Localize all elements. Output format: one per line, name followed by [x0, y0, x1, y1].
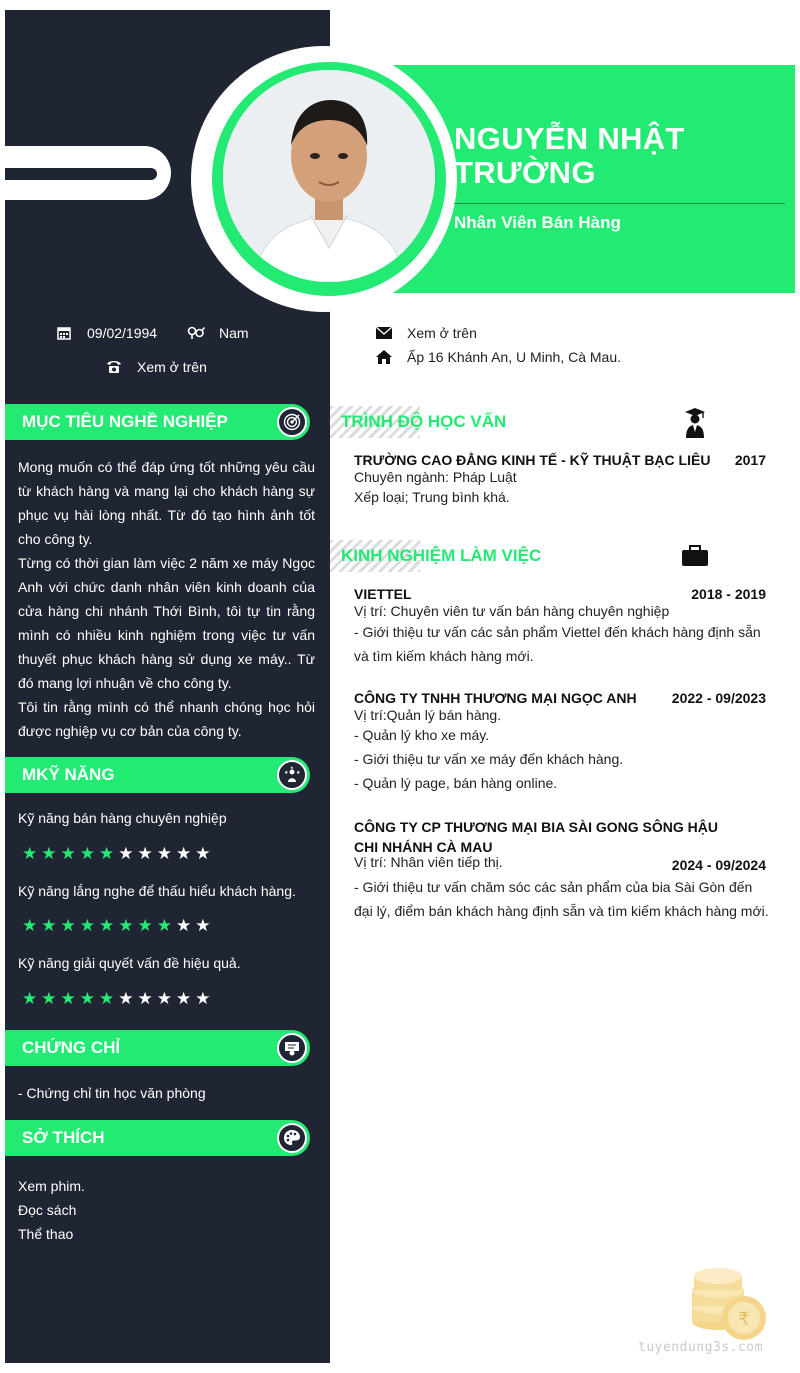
candidate-name: NGUYỄN NHẬT TRƯỜNG [454, 121, 685, 190]
star-filled-icon: ★ [60, 989, 76, 1008]
objective-text [18, 455, 315, 743]
graduate-icon [680, 404, 710, 440]
education-school: TRƯỜNG CAO ĐẲNG KINH TẾ - KỸ THUẬT BẠC LIÊU [354, 452, 711, 468]
skill-name: Kỹ năng lắng nghe để thấu hiểu khách hàng. [18, 883, 296, 899]
star-filled-icon: ★ [41, 989, 57, 1008]
email-row [375, 325, 477, 341]
star-filled-icon: ★ [22, 989, 38, 1008]
star-filled-icon: ★ [22, 916, 38, 935]
certificates-header [5, 1030, 310, 1066]
star-filled-icon: ★ [60, 916, 76, 935]
gender-icon [187, 325, 205, 341]
skills-title: MKỸ NĂNG [22, 765, 115, 784]
job-period: 2024 - 09/2024 [671, 857, 766, 873]
certificate-icon [277, 1033, 307, 1063]
star-empty-icon: ★ [118, 844, 134, 863]
objective-paragraph: Mong muốn có thể đáp ứng tốt những yêu cầu từ khách hàng và mang lại cho khách hàng sự phục vụ hài lòng nhất. Từ đó tạo hình ảnh tốt cho công ty. [18, 459, 315, 547]
address-row [375, 349, 621, 365]
education-grade: Xếp loại; Trung bình khá. [354, 489, 510, 505]
certificate-item: - Chứng chỉ tin học văn phòng [18, 1085, 206, 1101]
gender-value: Nam [219, 325, 249, 341]
home-icon [375, 349, 393, 365]
svg-text:★: ★ [284, 770, 289, 776]
education-year: 2017 [734, 452, 766, 468]
job-position: Vị trí:Quản lý bán hàng. [354, 707, 502, 723]
star-empty-icon: ★ [156, 989, 172, 1008]
job-company: CÔNG TY CP THƯƠNG MẠI BIA SÀI GONG SÔNG HẬU CHI NHÁNH CÀ MAU [354, 819, 718, 855]
watermark: tuyendung3s.com [638, 1340, 763, 1355]
gender-row [187, 325, 249, 341]
skill-rating [22, 990, 211, 1008]
objective-title: MỤC TIÊU NGHỀ NGHIỆP [22, 412, 228, 431]
hobby-item: Thể thao [18, 1226, 74, 1242]
star-empty-icon: ★ [195, 844, 211, 863]
star-empty-icon: ★ [176, 989, 192, 1008]
star-filled-icon: ★ [156, 916, 172, 935]
phone-row [105, 359, 207, 375]
experience-title: KINH NGHIỆM LÀM VIỆC [341, 546, 542, 565]
star-empty-icon: ★ [137, 844, 153, 863]
objective-paragraph: Từng có thời gian làm việc 2 năm xe máy Ngọc Anh với chức danh nhân viên kinh doanh của cửa hàng chi nhánh Thới Bình, tôi tự tin rằng mình có nhiều kinh nghiệm trong việc tư vấn thuyết phục khách hàng sử dụng xe máy.. Từ đó mang lợi nhuận về cho công ty. [18, 555, 315, 691]
job-title: Nhân Viên Bán Hàng [454, 213, 621, 232]
hobbies-list [18, 1174, 85, 1246]
job-detail-item: - Giới thiệu tư vấn chăm sóc các sản phẩm của bia Sài Gòn đến đại lý, điểm bán khách hàng định sẵn và tìm kiếm khách hàng mới. [354, 879, 769, 919]
star-empty-icon: ★ [195, 989, 211, 1008]
star-empty-icon: ★ [195, 916, 211, 935]
job-detail-item: - Giới thiệu tư vấn các sản phẩm Viettel đến khách hàng định sẵn và tìm kiếm khách hàng mới. [354, 624, 761, 664]
job-detail-item: - Giới thiệu tư vấn xe máy đến khách hàng. [354, 751, 624, 767]
name-divider [454, 203, 785, 204]
phone-icon [105, 359, 123, 375]
star-filled-icon: ★ [99, 989, 115, 1008]
hobbies-title: SỞ THÍCH [22, 1128, 105, 1147]
coins-logo [686, 1262, 776, 1342]
certificates-title: CHỨNG CHỈ [22, 1038, 121, 1057]
svg-text:₹: ₹ [738, 1309, 750, 1330]
star-filled-icon: ★ [79, 844, 95, 863]
calendar-icon [55, 325, 73, 341]
hobby-item: Đọc sách [18, 1202, 77, 1218]
svg-text:★: ★ [290, 766, 294, 770]
svg-text:★: ★ [296, 770, 301, 776]
star-filled-icon: ★ [99, 844, 115, 863]
job-company: VIETTEL [354, 586, 412, 602]
skills-icon [277, 760, 307, 790]
job-detail-item: - Quản lý page, bán hàng online. [354, 775, 558, 791]
job-period: 2022 - 09/2023 [671, 690, 766, 706]
skill-rating [22, 917, 211, 935]
email-value: Xem ở trên [407, 325, 477, 341]
address-value: Ấp 16 Khánh An, U Minh, Cà Mau. [407, 349, 622, 365]
skill-rating [22, 845, 211, 863]
star-empty-icon: ★ [176, 844, 192, 863]
skills-header [5, 757, 310, 793]
star-filled-icon: ★ [118, 916, 134, 935]
education-title: TRÌNH ĐỘ HỌC VẤN [341, 412, 507, 431]
job-company: CÔNG TY TNHH THƯƠNG MẠI NGỌC ANH [354, 690, 637, 706]
education-major: Chuyên ngành: Pháp Luật [354, 469, 517, 485]
avatar [223, 70, 435, 282]
birthday-row [55, 325, 157, 341]
header-decor-bar [5, 168, 157, 180]
star-filled-icon: ★ [137, 916, 153, 935]
star-filled-icon: ★ [79, 989, 95, 1008]
objective-header [5, 404, 310, 440]
palette-icon [277, 1123, 307, 1153]
briefcase-icon [680, 538, 710, 574]
birthday-value: 09/02/1994 [87, 325, 158, 341]
objective-paragraph: Tôi tin rằng mình có thể nhanh chóng học hỏi được nghiệp vụ cơ bản của công ty. [18, 699, 315, 739]
job-position: Vị trí: Nhân viên tiếp thị. [354, 854, 503, 870]
star-filled-icon: ★ [79, 916, 95, 935]
target-icon [277, 407, 307, 437]
star-filled-icon: ★ [22, 844, 38, 863]
job-detail-item: - Quản lý kho xe máy. [354, 727, 490, 743]
experience-header [330, 538, 710, 574]
skill-name: Kỹ năng bán hàng chuyên nghiệp [18, 810, 227, 826]
envelope-icon [375, 325, 393, 341]
hobby-item: Xem phim. [18, 1178, 85, 1194]
star-filled-icon: ★ [41, 916, 57, 935]
job-period: 2018 - 2019 [691, 586, 766, 602]
star-empty-icon: ★ [176, 916, 192, 935]
job-position: Vị trí: Chuyên viên tư vấn bán hàng chuyên nghiệp [354, 603, 670, 619]
job-details [354, 875, 774, 923]
job-details [354, 723, 774, 795]
education-header [330, 404, 710, 440]
star-empty-icon: ★ [118, 989, 134, 1008]
hobbies-header [5, 1120, 310, 1156]
star-filled-icon: ★ [60, 844, 76, 863]
star-empty-icon: ★ [156, 844, 172, 863]
star-filled-icon: ★ [41, 844, 57, 863]
star-empty-icon: ★ [137, 989, 153, 1008]
star-filled-icon: ★ [99, 916, 115, 935]
job-details [354, 620, 774, 668]
phone-value: Xem ở trên [137, 359, 207, 375]
skill-name: Kỹ năng giải quyết vấn đề hiệu quả. [18, 955, 241, 971]
